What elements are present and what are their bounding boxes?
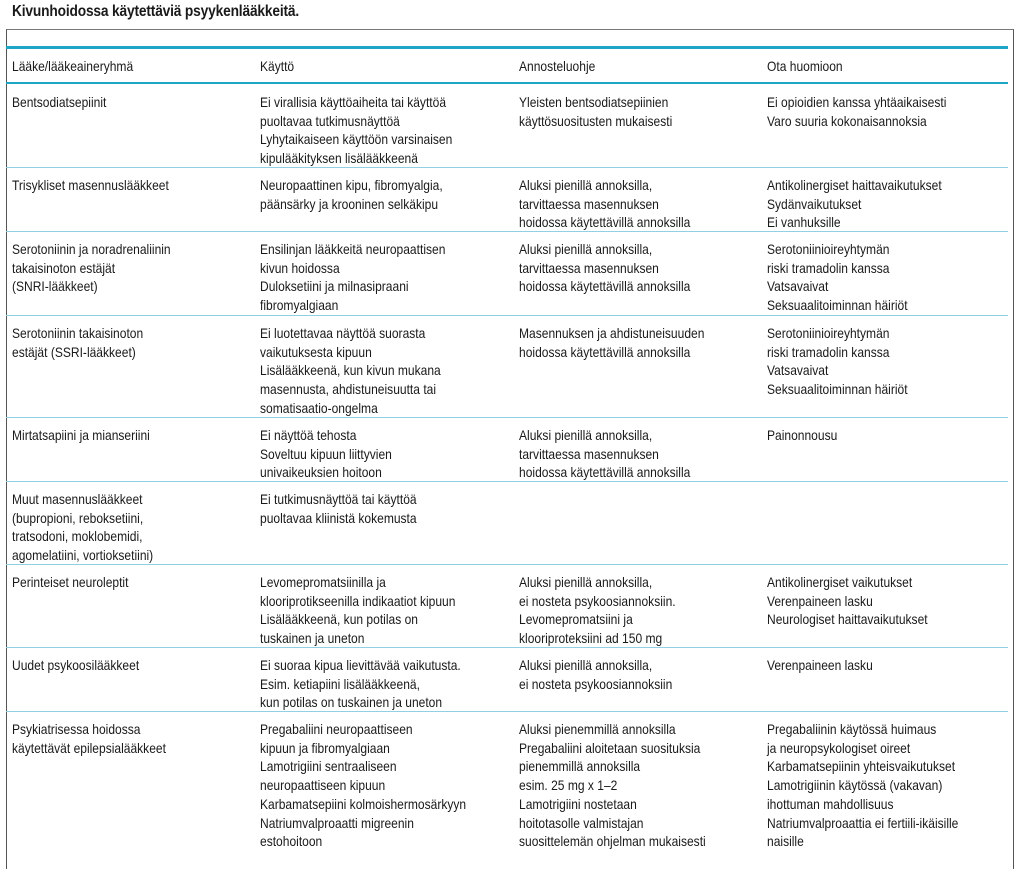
cell-line: estäjät (SSRI-lääkkeet) (12, 343, 136, 360)
cell-line: Serotoniinioireyhtymän (767, 241, 890, 257)
cell-line: ja neuropsykologiset oireet (767, 739, 911, 756)
cell-line: Vatsavaivat (767, 362, 829, 379)
header-group: Lääke/lääkeaineryhmä (12, 58, 134, 74)
cell-line: Perinteiset neuroleptit (12, 574, 129, 590)
cell-line: hoidossa käytettävillä annoksilla (519, 343, 691, 360)
cell-line: päänsärky ja krooninen selkäkipu (260, 195, 439, 212)
cell-line: tarvittaessa masennuksen (519, 259, 659, 276)
cell-line: Antikolinergiset vaikutukset (767, 574, 913, 590)
cell-dosage (519, 720, 706, 851)
cell-group (12, 324, 143, 361)
cell-line: Trisykliset masennuslääkkeet (12, 177, 169, 193)
cell-line: Seksuaalitoiminnan häiriöt (767, 381, 908, 398)
cell-line: neuropaattiseen kipuun (260, 777, 386, 794)
row-divider (6, 417, 1008, 418)
cell-line: hoidossa käytettävillä annoksilla (519, 214, 691, 231)
cell-line: agomelatiini, vortioksetiini) (12, 547, 154, 564)
cell-notes (767, 426, 837, 445)
cell-line: kivun hoidossa (260, 259, 340, 276)
cell-line: kun potilas on tuskainen ja uneton (260, 694, 443, 711)
cell-line: Ei luotettavaa näyttöä suorasta (260, 325, 426, 341)
cell-line: Lamotrigiinin käytössä (vakavan) (767, 777, 943, 794)
cell-line: Pregabaliini neuropaattiseen (260, 721, 413, 737)
cell-dosage (519, 240, 690, 296)
cell-dosage (519, 176, 690, 232)
header-notes: Ota huomioon (767, 58, 843, 74)
cell-group (12, 426, 150, 445)
cell-line: Esim. ketiapiini lisälääkkeenä, (260, 675, 420, 692)
cell-line: takaisinoton estäjät (12, 259, 116, 276)
row-divider (6, 231, 1008, 232)
row-divider (6, 711, 1008, 712)
cell-line: Lamotrigiini sentraaliseen (260, 758, 397, 775)
cell-notes (767, 240, 908, 315)
cell-use (260, 324, 441, 418)
cell-line: hoitotasolle valmistajan (519, 814, 644, 831)
cell-line: Ei tutkimusnäyttöä tai käyttöä (260, 491, 417, 507)
cell-line: hoidossa käytettävillä annoksilla (519, 278, 691, 295)
cell-line: fibromyalgiaan (260, 297, 339, 314)
cell-line: Pregabaliini aloitetaan suosituksia (519, 739, 701, 756)
cell-line: klooriproteksiini ad 150 mg (519, 630, 663, 647)
cell-line: ihottuman mahdollisuus (767, 795, 894, 812)
cell-line: somatisaatio-ongelma (260, 399, 378, 416)
cell-dosage (519, 324, 704, 361)
cell-use (260, 176, 443, 213)
cell-group (12, 573, 128, 592)
cell-line: esim. 25 mg x 1–2 (519, 777, 618, 794)
cell-use (260, 426, 392, 482)
cell-group (12, 93, 106, 112)
row-divider (6, 315, 1008, 316)
cell-line: Aluksi pienillä annoksilla, (519, 241, 653, 257)
cell-line: Levomepromatsiinilla ja (260, 574, 386, 590)
cell-line: (SNRI-lääkkeet) (12, 278, 98, 295)
cell-line: Karbamatsepiinin yhteisvaikutukset (767, 758, 956, 775)
cell-line: Uudet psykoosilääkkeet (12, 657, 140, 673)
header-use: Käyttö (260, 58, 295, 74)
cell-line: riski tramadolin kanssa (767, 259, 890, 276)
cell-line: suosittelemän ohjelman mukaisesti (519, 833, 706, 850)
cell-line: tratsodoni, moklobemidi, (12, 528, 143, 545)
cell-line: Varo suuria kokonaisannoksia (767, 112, 927, 129)
row-divider (6, 647, 1008, 648)
cell-line: Ei virallisia käyttöaiheita tai käyttöä (260, 94, 447, 110)
cell-line: klooriprotikseenilla indikaatiot kipuun (260, 592, 456, 609)
cell-line: Painonnousu (767, 427, 838, 443)
cell-dosage (519, 656, 672, 693)
cell-group (12, 720, 166, 757)
cell-line: kipuun ja fibromyalgiaan (260, 739, 390, 756)
cell-line: vaikutuksesta kipuun (260, 343, 372, 360)
header-rule (6, 82, 1008, 84)
cell-line: naisille (767, 833, 804, 850)
cell-line: Serotoniinin ja noradrenaliinin (12, 241, 171, 257)
cell-use (260, 240, 445, 315)
header-dosage: Annosteluohje (519, 58, 596, 74)
cell-line: Soveltuu kipuun liittyvien (260, 445, 392, 462)
cell-line: riski tramadolin kanssa (767, 343, 890, 360)
cell-line: univaikeuksien hoitoon (260, 464, 382, 481)
cell-notes (767, 720, 958, 851)
cell-line: Ensilinjan lääkkeitä neuropaattisen (260, 241, 446, 257)
cell-line: Aluksi pienillä annoksilla, (519, 657, 653, 673)
cell-group (12, 656, 139, 675)
cell-line: Lyhytaikaiseen käyttöön varsinaisen (260, 131, 453, 148)
cell-line: Serotoniinioireyhtymän (767, 325, 890, 341)
cell-use (260, 720, 466, 851)
cell-line: (bupropioni, reboksetiini, (12, 509, 144, 526)
cell-line: tuskainen ja uneton (260, 630, 365, 647)
cell-line: Pregabaliinin käytössä huimaus (767, 721, 937, 737)
cell-line: puoltavaa kliinistä kokemusta (260, 509, 417, 526)
cell-line: Serotoniinin takaisinoton (12, 325, 144, 341)
table-title: Kivunhoidossa käytettäviä psyykenlääkkeitä. (12, 3, 300, 20)
cell-line: puoltavaa tutkimusnäyttöä (260, 112, 400, 129)
cell-line: pienemmillä annoksilla (519, 758, 641, 775)
cell-line: Antikolinergiset haittavaikutukset (767, 177, 942, 193)
cell-line: Verenpaineen lasku (767, 592, 873, 609)
cell-line: Yleisten bentsodiatsepiinien (519, 94, 669, 110)
cell-line: kipulääkityksen lisälääkkeenä (260, 150, 418, 167)
cell-line: Aluksi pienillä annoksilla, (519, 574, 653, 590)
cell-line: Lamotrigiini nostetaan (519, 795, 637, 812)
cell-line: Aluksi pienillä annoksilla, (519, 177, 653, 193)
cell-line: Natriumvalproaatti migreenin (260, 814, 414, 831)
cell-line: Neurologiset haittavaikutukset (767, 611, 928, 628)
cell-use (260, 93, 452, 168)
cell-line: Levomepromatsiini ja (519, 611, 633, 628)
cell-use (260, 490, 417, 527)
cell-line: Karbamatsepiini kolmoishermosärkyyn (260, 795, 467, 812)
cell-line: Ei näyttöä tehosta (260, 427, 357, 443)
cell-line: Psykiatrisessa hoidossa (12, 721, 141, 737)
cell-line: masennusta, ahdistuneisuutta tai (260, 381, 437, 398)
cell-line: ei nosteta psykoosiannoksiin. (519, 592, 676, 609)
cell-notes (767, 93, 946, 130)
cell-line: Muut masennuslääkkeet (12, 491, 143, 507)
cell-line: tarvittaessa masennuksen (519, 195, 659, 212)
cell-line: hoidossa käytettävillä annoksilla (519, 464, 691, 481)
cell-line: Lisälääkkeenä, kun kivun mukana (260, 362, 441, 379)
cell-notes (767, 656, 873, 675)
cell-notes (767, 324, 908, 399)
cell-group (12, 176, 169, 195)
cell-notes (767, 176, 942, 232)
cell-line: Masennuksen ja ahdistuneisuuden (519, 325, 705, 341)
cell-line: tarvittaessa masennuksen (519, 445, 659, 462)
cell-line: Ei vanhuksille (767, 214, 841, 231)
cell-line: Neuropaattinen kipu, fibromyalgia, (260, 177, 443, 193)
cell-dosage (519, 573, 676, 648)
cell-line: Duloksetiini ja milnasipraani (260, 278, 409, 295)
cell-line: käyttösuositusten mukaisesti (519, 112, 673, 129)
cell-line: Verenpaineen lasku (767, 657, 873, 673)
cell-notes (767, 573, 928, 629)
cell-dosage (519, 93, 672, 130)
cell-line: Aluksi pienemmillä annoksilla (519, 721, 676, 737)
cell-line: Bentsodiatsepiinit (12, 94, 107, 110)
row-divider (6, 167, 1008, 168)
cell-line: Ei suoraa kipua lievittävää vaikutusta. (260, 657, 461, 673)
cell-line: Vatsavaivat (767, 278, 829, 295)
cell-use (260, 656, 461, 712)
cell-line: Seksuaalitoiminnan häiriöt (767, 297, 908, 314)
top-rule (6, 46, 1008, 49)
cell-line: ei nosteta psykoosiannoksiin (519, 675, 673, 692)
cell-line: käytettävät epilepsialääkkeet (12, 739, 166, 756)
cell-line: Lisälääkkeenä, kun potilas on (260, 611, 418, 628)
cell-line: Mirtatsapiini ja mianseriini (12, 427, 150, 443)
cell-line: Ei opioidien kanssa yhtäaikaisesti (767, 94, 947, 110)
cell-line: Sydänvaikutukset (767, 195, 862, 212)
cell-group (12, 490, 153, 565)
cell-use (260, 573, 455, 648)
row-divider (6, 481, 1008, 482)
row-divider (6, 564, 1008, 565)
cell-line: Natriumvalproaattia ei fertiili-ikäisille (767, 814, 959, 831)
cell-line: Aluksi pienillä annoksilla, (519, 427, 653, 443)
cell-dosage (519, 426, 690, 482)
cell-group (12, 240, 171, 296)
cell-line: estohoitoon (260, 833, 323, 850)
